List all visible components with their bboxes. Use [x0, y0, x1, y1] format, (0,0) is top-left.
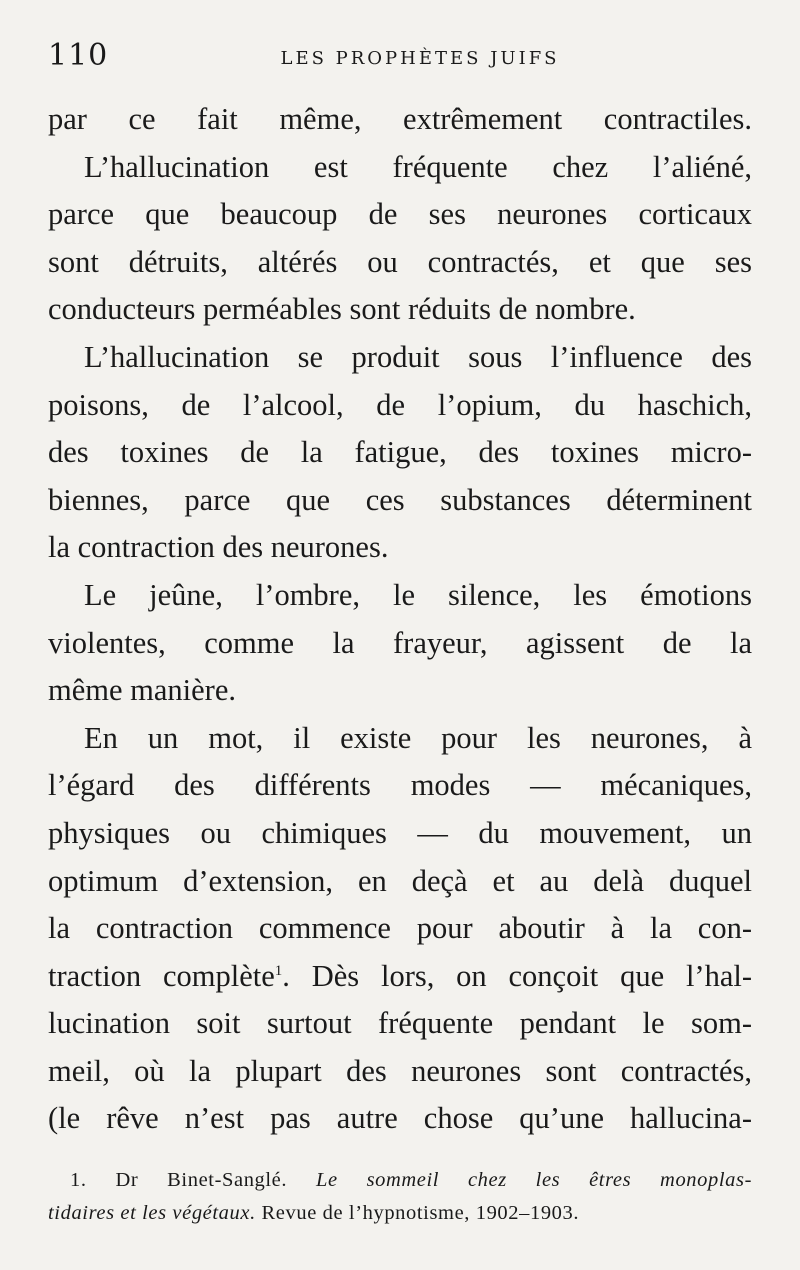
- text-line: violentes, comme la frayeur, agissent de la: [48, 625, 752, 660]
- text-line: [48, 953, 752, 1001]
- page-number: 110: [48, 38, 109, 73]
- text-line: meil, où la plupart des neurones sont contractés,: [48, 1053, 752, 1088]
- text-line: (le rêve n’est pas autre chose qu’une hallucina-: [48, 1101, 752, 1136]
- text-line: la contraction des neurones.: [48, 530, 389, 565]
- text-line: l’égard des différents modes — mécaniques,: [48, 768, 752, 803]
- text-line: biennes, parce que ces substances déterminent: [48, 482, 752, 517]
- footnote-title: tidaires et les végétaux.: [48, 1202, 256, 1224]
- footnote: [48, 1164, 752, 1230]
- text-line-segment: . Dès lors, on conçoit que l’hal-: [282, 958, 752, 993]
- text-line: parce que beaucoup de ses neurones corticaux: [48, 197, 752, 232]
- text-line: sont détruits, altérés ou contractés, et que ses: [48, 244, 752, 279]
- footnote-number: 1.: [70, 1169, 87, 1191]
- text-line: lucination soit surtout fréquente pendant le som-: [48, 1006, 752, 1041]
- text-line: En un mot, il existe pour les neurones, à: [84, 720, 752, 755]
- footnote-line: [48, 1164, 752, 1197]
- text-line: L’hallucination est fréquente chez l’aliéné,: [84, 149, 752, 184]
- text-line: poisons, de l’alcool, de l’opium, du haschich,: [48, 387, 752, 422]
- text-line: la contraction commence pour aboutir à la con-: [48, 911, 752, 946]
- text-line: des toxines de la fatigue, des toxines micro-: [48, 435, 752, 470]
- text-line: même manière.: [48, 673, 236, 708]
- text-line: optimum d’extension, en deçà et au delà duquel: [48, 863, 752, 898]
- footnote-author: Dr Binet-Sanglé.: [115, 1169, 288, 1191]
- text-line: L’hallucination se produit sous l’influence des: [84, 339, 752, 374]
- footnote-reference: 1: [274, 962, 283, 979]
- page-header: [48, 38, 752, 78]
- running-title: LES PROPHÈTES JUIFS: [280, 48, 560, 69]
- text-line: physiques ou chimiques — du mouvement, un: [48, 815, 752, 850]
- footnote-line: [48, 1197, 752, 1230]
- footnote-title: Le sommeil chez les êtres monoplas-: [316, 1169, 753, 1191]
- text-line: conducteurs perméables sont réduits de nombre.: [48, 292, 636, 327]
- body-text: [48, 96, 752, 1143]
- text-line: par ce fait même, extrêmement contractiles.: [48, 102, 752, 136]
- text-line: Le jeûne, l’ombre, le silence, les émotions: [84, 577, 752, 612]
- text-line-segment: traction complète: [48, 958, 275, 993]
- footnote-source: Revue de l’hypnotisme, 1902–1903.: [261, 1202, 580, 1224]
